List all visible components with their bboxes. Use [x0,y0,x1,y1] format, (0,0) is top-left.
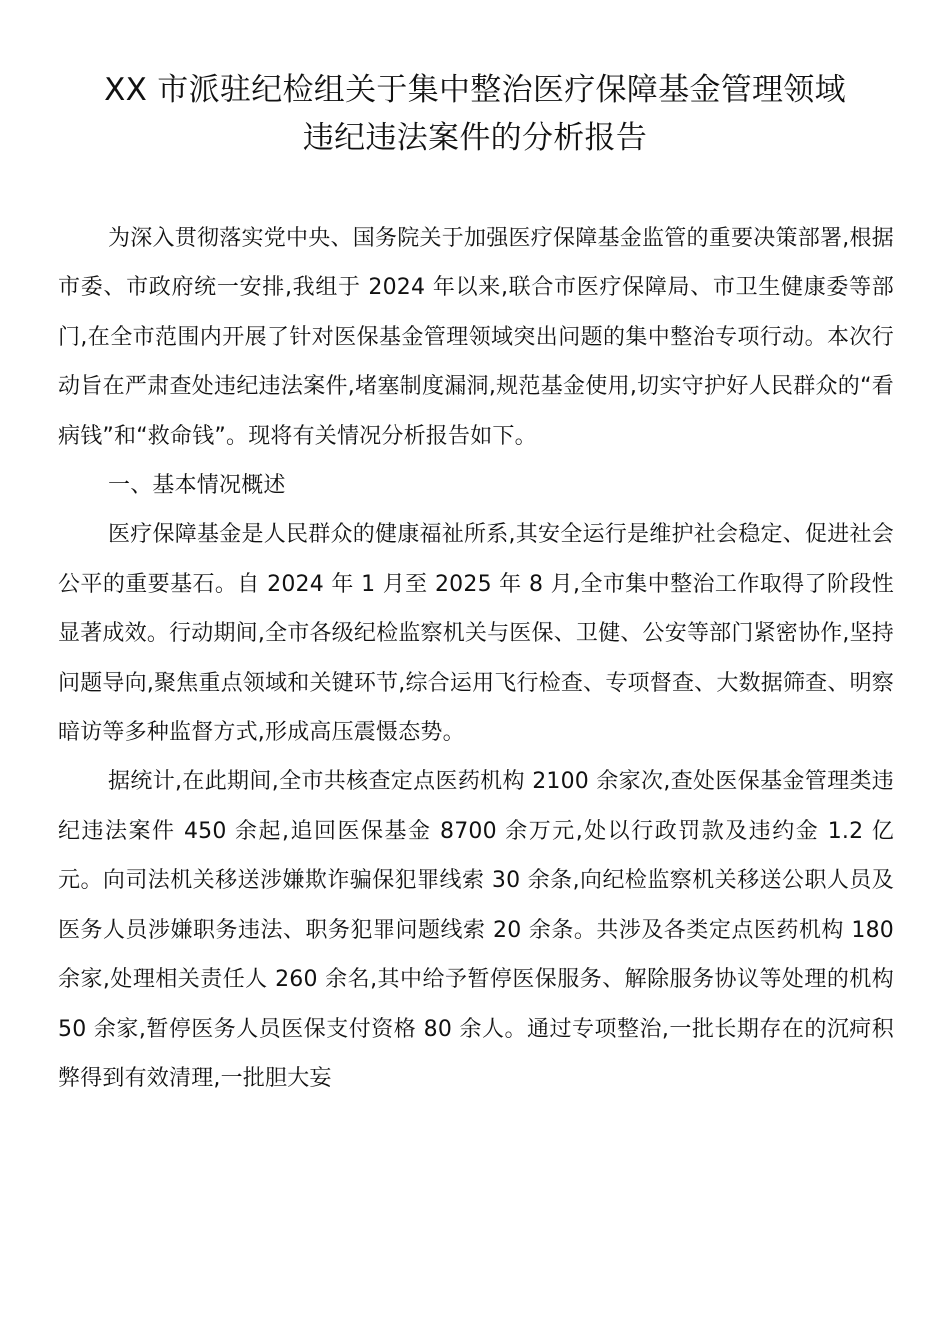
paragraph-overview: 医疗保障基金是人民群众的健康福祉所系,其安全运行是维护社会稳定、促进社会公平的重要基石。自 2024 年 1 月至 2025 年 8 月,全市集中整治工作取得了阶段性显著成效。行动期间,全市各级纪检监察机关与医保、卫健、公安等部门紧密协作,坚持问题导向,聚焦重点领域和关键环节,综合运用飞行检查、专项督查、大数据筛查、明察暗访等多种监督方式,形成高压震慑态势。 [58,522,894,746]
title-line-2: 违纪违法案件的分析报告 [302,120,648,156]
document-body [58,214,894,1103]
section-heading-1: 一、基本情况概述 [108,473,286,499]
page-title [50,66,900,162]
paragraph-statistics: 据统计,在此期间,全市共核查定点医药机构 2100 余家次,查处医保基金管理类违纪违法案件 450 余起,追回医保基金 8700 余万元,处以行政罚款及违约金 1.2 亿元。向司法机关移送涉嫌欺诈骗保犯罪线索 30 余条,向纪检监察机关移送公职人员及医务人员涉嫌职务违法、职务犯罪问题线索 20 余条。共涉及各类定点医药机构 180 余家,处理相关责任人 260 余名,其中给予暂停医保服务、解除服务协议等处理的机构 50 余家,暂停医务人员医保支付资格 80 余人。通过专项整治,一批长期存在的沉疴积弊得到有效清理,一批胆大妄 [58,769,894,1091]
title-line-1: XX 市派驻纪检组关于集中整治医疗保障基金管理领域 [104,72,846,108]
paragraph-intro: 为深入贯彻落实党中央、国务院关于加强医疗保障基金监管的重要决策部署,根据市委、市政府统一安排,我组于 2024 年以来,联合市医疗保障局、市卫生健康委等部门,在全市范围内开展了针对医保基金管理领域突出问题的集中整治专项行动。本次行动旨在严肃查处违纪违法案件,堵塞制度漏洞,规范基金使用,切实守护好人民群众的“看病钱”和“救命钱”。现将有关情况分析报告如下。 [58,226,894,449]
